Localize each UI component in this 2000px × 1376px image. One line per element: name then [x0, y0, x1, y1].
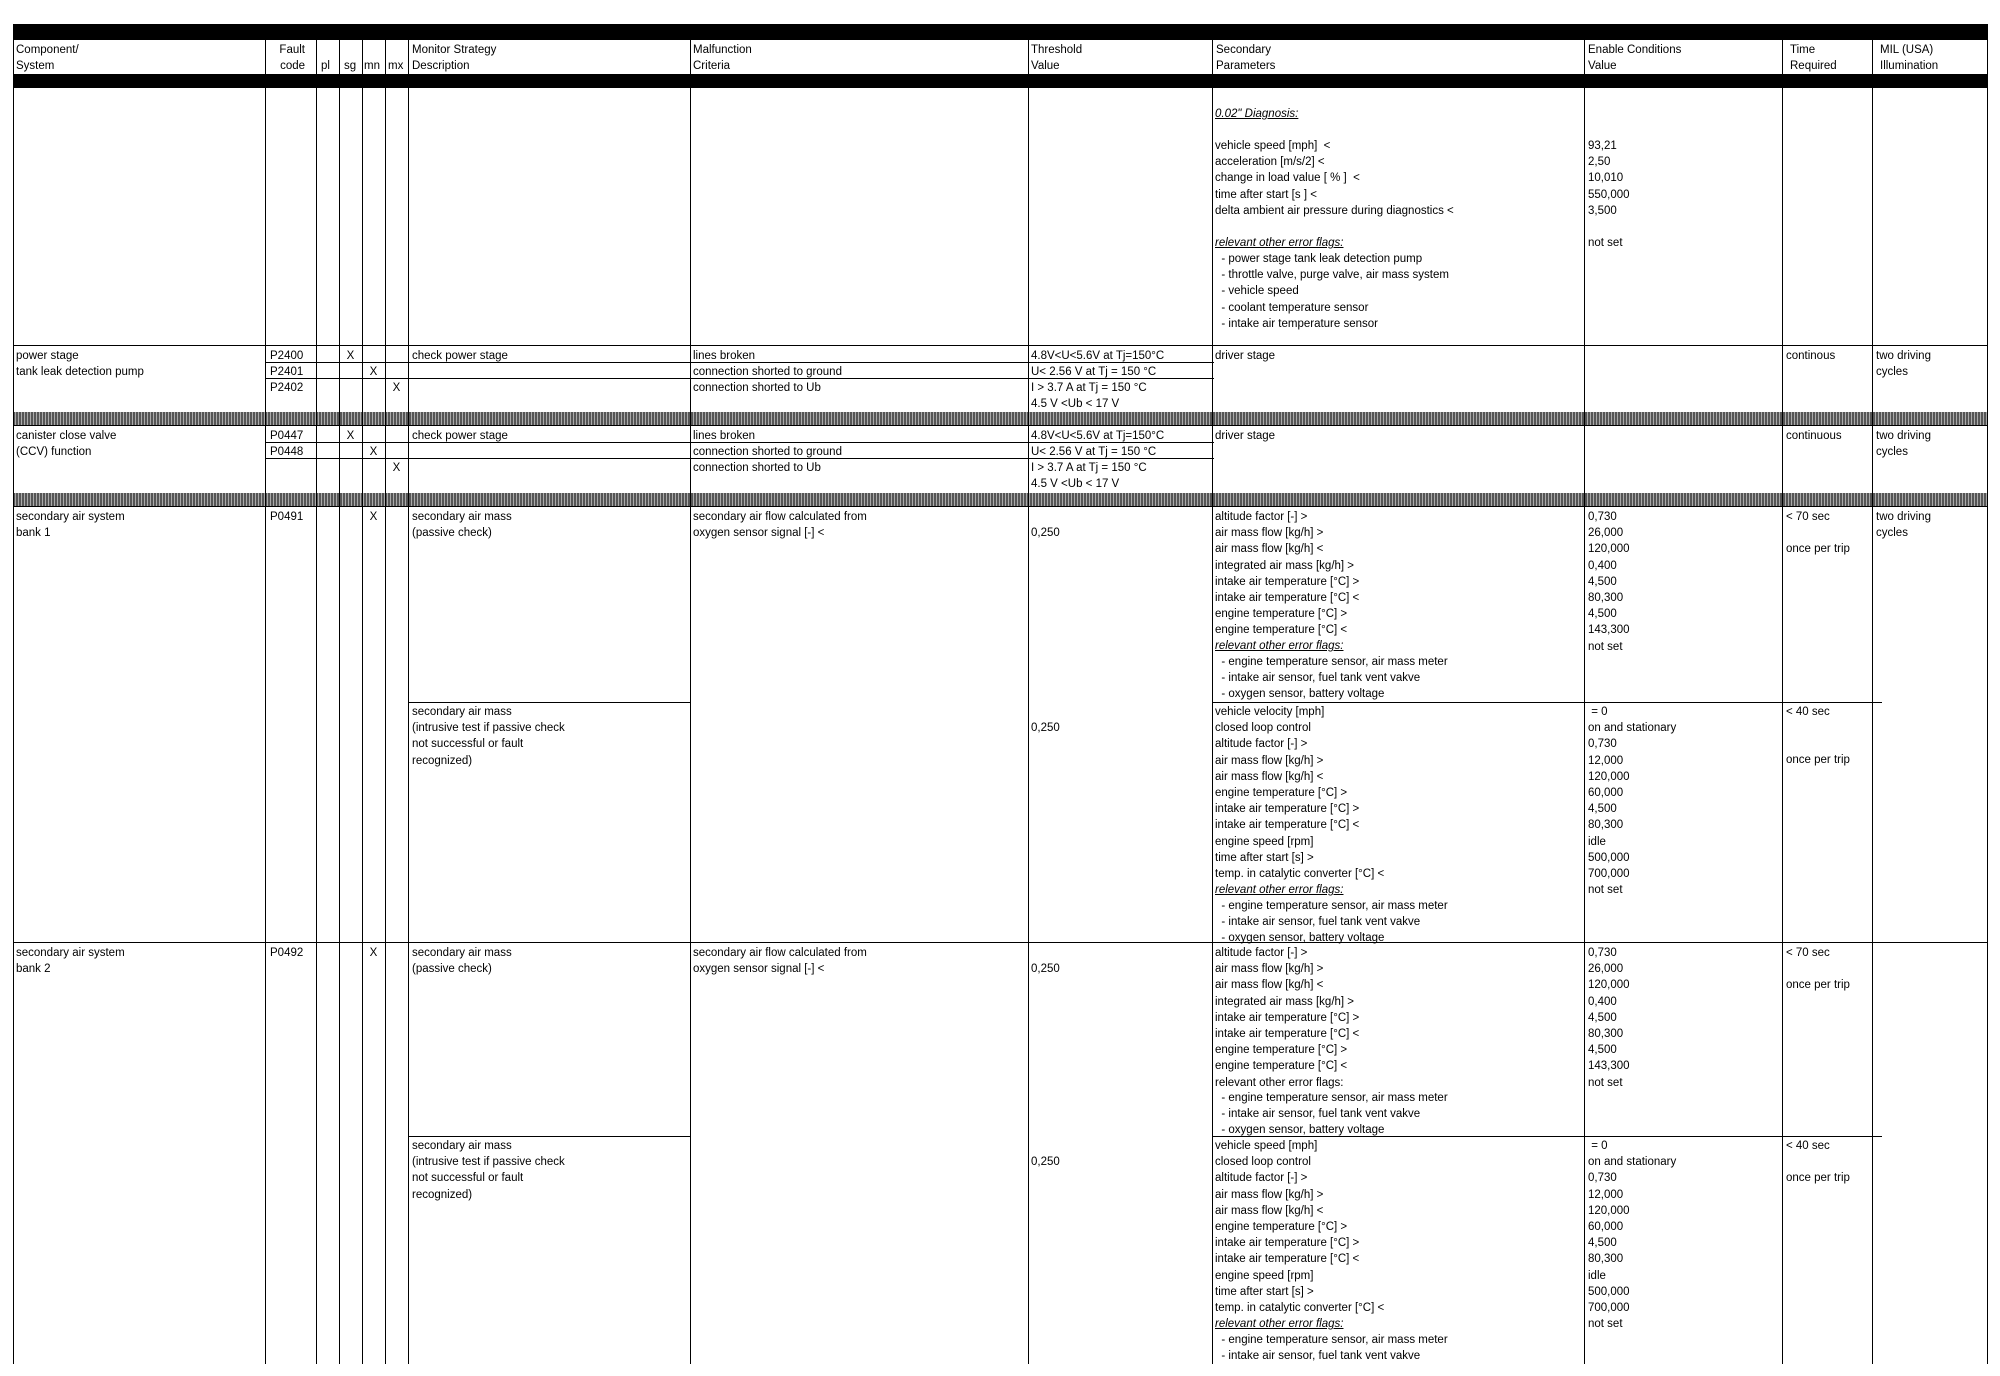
r1-threshold: U< 2.56 V at Tj = 150 °C [1031, 366, 1157, 378]
r4-component: secondary air system bank 2 [16, 947, 125, 976]
header-component: Component/ System [16, 44, 79, 72]
r3-threshold-passive: 0,250 [1031, 527, 1060, 539]
r2-fault-code: P0448 [270, 446, 304, 458]
r1-mark-sg: X [346, 350, 355, 362]
column-line [316, 40, 317, 1364]
r2-fault-code: P0447 [270, 430, 304, 442]
r3-monitor-passive: secondary air mass (passive check) [412, 511, 512, 540]
r4-criteria: secondary air flow calculated from oxygen sensor signal [-] < [693, 947, 867, 976]
row-separator [13, 493, 1988, 506]
r3-parameters-intrusive: vehicle velocity [mph] closed loop control altitude factor [-] > air mass flow [kg/h] > air mass flow [kg/h] < engine temperature [°C] > intake air temperature [°C] > intake air temperature [°C] < engine speed [rpm] time after start [s] > temp. in catalytic converter [°C] < [1215, 706, 1385, 881]
r2-criteria: connection shorted to Ub [693, 462, 821, 474]
r2-mark-mn: X [369, 446, 378, 458]
r4-threshold-intrusive: 0,250 [1031, 1156, 1060, 1168]
header-threshold-value: Threshold Value [1031, 44, 1083, 72]
r3-fault-code: P0491 [270, 511, 304, 523]
r4-mark-mn: X [369, 947, 378, 959]
column-line [362, 40, 363, 1364]
r4-parameters-passive: altitude factor [-] > air mass flow [kg/h] > air mass flow [kg/h] < integrated air mass [kg/h] > intake air temperature [°C] > intake air temperature [°C] < engine temperature [°C] > engine temperature [°C] < relevant other error flags: [1215, 947, 1360, 1089]
column-line [1782, 40, 1783, 1364]
r3-flags-passive: - engine temperature sensor, air mass meter - intake air sensor, fuel tank vent vakve - oxygen sensor, battery voltage [1221, 656, 1448, 701]
diagnosis-flags-value: not set [1588, 237, 1623, 249]
r4-fault-code: P0492 [270, 947, 304, 959]
r3-flags-title-intrusive: relevant other error flags: [1215, 884, 1344, 896]
r4-trip-intrusive: once per trip [1786, 1172, 1850, 1184]
diagnosis-parameters: vehicle speed [mph] < acceleration [m/s/2] < change in load value [ % ] < time after start [s ] < delta ambient air pressure during diagnostics < [1215, 140, 1454, 217]
r1-mark-mx: X [392, 382, 401, 394]
r1-threshold: I > 3.7 A at Tj = 150 °C [1031, 382, 1147, 394]
r1-time: continous [1786, 350, 1836, 362]
header-enable-conditions: Enable Conditions Value [1588, 44, 1682, 72]
r4-parameters-intrusive: vehicle speed [mph] closed loop control altitude factor [-] > air mass flow [kg/h] > air mass flow [kg/h] < engine temperature [°C] > intake air temperature [°C] > intake air temperature [°C] < engine speed [rpm] time after start [s] > temp. in catalytic converter [°C] < [1215, 1140, 1385, 1315]
r1-criteria: connection shorted to Ub [693, 382, 821, 394]
r1-fault-code: P2400 [270, 350, 304, 362]
r2-threshold: 4.8V<U<5.6V at Tj=150°C [1031, 430, 1165, 442]
r3-values-intrusive: = 0 on and stationary 0,730 12,000 120,000 60,000 4,500 80,300 idle 500,000 700,000 not set [1588, 706, 1677, 897]
r3-component: secondary air system bank 1 [16, 511, 125, 540]
r3-flags-title-passive: relevant other error flags: [1215, 640, 1344, 652]
column-line [339, 40, 340, 1364]
column-line [385, 40, 386, 1364]
r4-monitor-intrusive: secondary air mass (intrusive test if passive check not successful or fault recognized) [412, 1140, 565, 1201]
column-line [265, 40, 266, 1364]
r2-threshold: I > 3.7 A at Tj = 150 °C [1031, 462, 1147, 474]
header-fault-code: Fault code [279, 44, 305, 72]
r2-time: continuous [1786, 430, 1842, 442]
column-line [13, 40, 14, 1364]
r3-criteria: secondary air flow calculated from oxygen sensor signal [-] < [693, 511, 867, 540]
r2-monitor: check power stage [412, 430, 508, 442]
column-line [1584, 40, 1585, 1364]
r1-criteria: connection shorted to ground [693, 366, 842, 378]
header-secondary-parameters: Secondary Parameters [1216, 44, 1276, 72]
column-line [1028, 40, 1029, 1364]
r4-flags-title-intrusive: relevant other error flags: [1215, 1318, 1344, 1330]
header-mn: mn [364, 60, 380, 72]
r3-trip-passive: once per trip [1786, 543, 1850, 555]
diagnosis-flags-title: relevant other error flags: [1215, 237, 1344, 249]
header-mil-illumination: MIL (USA) Illumination [1880, 44, 1939, 72]
r3-mil: two driving cycles [1876, 511, 1931, 540]
column-line [1872, 40, 1873, 1364]
r1-mil: two driving cycles [1876, 350, 1931, 379]
r4-trip-passive: once per trip [1786, 979, 1850, 991]
row-separator [13, 412, 1988, 425]
top-bar [13, 24, 1988, 40]
r2-component: canister close valve (CCV) function [16, 430, 117, 459]
r4-time-intrusive: < 40 sec [1786, 1140, 1830, 1152]
row-line [13, 506, 1988, 507]
r2-secondary: driver stage [1215, 430, 1276, 442]
r4-values-intrusive: = 0 on and stationary 0,730 12,000 120,000 60,000 4,500 80,300 idle 500,000 700,000 not set [1588, 1140, 1677, 1331]
r3-time-intrusive: < 40 sec [1786, 706, 1830, 718]
r2-criteria: connection shorted to ground [693, 446, 842, 458]
r3-monitor-intrusive: secondary air mass (intrusive test if passive check not successful or fault recognized) [412, 706, 565, 767]
r2-mark-sg: X [346, 430, 355, 442]
header-pl: pl [321, 60, 330, 72]
r3-mark-mn: X [369, 511, 378, 523]
r4-flags-intrusive: - engine temperature sensor, air mass meter - intake air sensor, fuel tank vent vakve [1221, 1334, 1448, 1363]
r3-time-passive: < 70 sec [1786, 511, 1830, 523]
r4-threshold-passive: 0,250 [1031, 963, 1060, 975]
row-line [13, 942, 1988, 943]
r4-monitor-passive: secondary air mass (passive check) [412, 947, 512, 976]
header-malfunction-criteria: Malfunction Criteria [693, 44, 752, 72]
row-line [13, 425, 1988, 426]
r1-fault-code: P2401 [270, 366, 304, 378]
r1-threshold: 4.8V<U<5.6V at Tj=150°C [1031, 350, 1165, 362]
column-line [408, 40, 409, 1364]
r3-values-passive: 0,730 26,000 120,000 0,400 4,500 80,300 4,500 143,300 not set [1588, 511, 1630, 653]
diagnosis-values: 93,21 2,50 10,010 550,000 3,500 [1588, 140, 1630, 217]
header-monitor-strategy: Monitor Strategy Description [412, 44, 497, 72]
header-mx: mx [388, 60, 404, 72]
r2-mark-mx: X [392, 462, 401, 474]
r1-mark-mn: X [369, 366, 378, 378]
r4-time-passive: < 70 sec [1786, 947, 1830, 959]
r3-parameters-passive: altitude factor [-] > air mass flow [kg/h] > air mass flow [kg/h] < integrated air mass [kg/h] > intake air temperature [°C] > intake air temperature [°C] < engine temperature [°C] > engine temperature [°C] < [1215, 511, 1360, 637]
row-line [13, 345, 1988, 346]
r1-criteria: lines broken [693, 350, 756, 362]
r4-flags-passive: - engine temperature sensor, air mass meter - intake air sensor, fuel tank vent vakve - oxygen sensor, battery voltage [1221, 1092, 1448, 1137]
r1-threshold: 4.5 V <Ub < 17 V [1031, 398, 1120, 410]
r3-trip-intrusive: once per trip [1786, 754, 1850, 766]
r3-threshold-intrusive: 0,250 [1031, 722, 1060, 734]
r2-threshold: U< 2.56 V at Tj = 150 °C [1031, 446, 1157, 458]
column-line [1212, 40, 1213, 1364]
header-bar [13, 74, 1988, 88]
header-time-required: Time Required [1790, 44, 1837, 72]
r1-secondary: driver stage [1215, 350, 1276, 362]
diagnosis-flags-list: - power stage tank leak detection pump - throttle valve, purge valve, air mass system - vehicle speed - coolant temperature sensor - intake air temperature sensor [1221, 253, 1449, 330]
column-line [1987, 40, 1988, 1364]
r1-monitor: check power stage [412, 350, 508, 362]
r2-mil: two driving cycles [1876, 430, 1931, 459]
r1-component: power stage tank leak detection pump [16, 350, 144, 379]
r2-threshold: 4.5 V <Ub < 17 V [1031, 478, 1120, 490]
diagnosis-title: 0.02" Diagnosis: [1215, 108, 1299, 120]
r3-flags-intrusive: - engine temperature sensor, air mass meter - intake air sensor, fuel tank vent vakve - oxygen sensor, battery voltage [1221, 900, 1448, 945]
r1-fault-code: P2402 [270, 382, 304, 394]
r4-values-passive: 0,730 26,000 120,000 0,400 4,500 80,300 4,500 143,300 not set [1588, 947, 1630, 1089]
header-sg: sg [344, 60, 357, 72]
r2-criteria: lines broken [693, 430, 756, 442]
column-line [690, 40, 691, 1364]
